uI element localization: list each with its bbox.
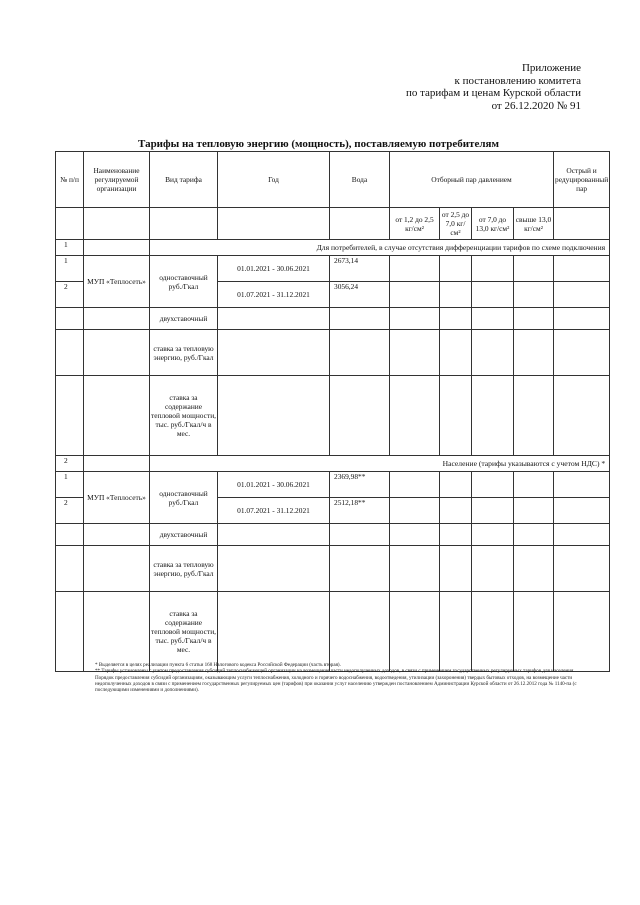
rate-capacity-label: ставка за содержание тепловой мощности, тыс. руб./Гкал/ч в мес.: [150, 376, 218, 456]
blank-cell: [84, 240, 150, 256]
header-kind: Вид тарифа: [150, 152, 218, 208]
section-title: Для потребителей, в случае отсутствия дифференциации тарифов по схеме подключения: [150, 240, 610, 256]
period: 01.07.2021 - 31.12.2021: [218, 282, 330, 308]
period: 01.01.2021 - 30.06.2021: [218, 472, 330, 498]
section-title: Население (тарифы указываются с учетом НДС) *: [150, 456, 610, 472]
water-value: 2369,98**: [330, 472, 390, 498]
blank-cell: [84, 456, 150, 472]
footnote-2: ** Тарифы установлены с учетом предоставления субсидий теплоснабжающей организации на возмещение части недополученных доходов, в связи с применением государственных регулируемых тарифов для населения.: [95, 668, 575, 675]
row-num: 2: [56, 282, 84, 308]
tariff-kind-double: двухставочный: [150, 524, 218, 546]
rate-energy-label: ставка за тепловую энергию, руб./Гкал: [150, 330, 218, 376]
water-value: 2673,14: [330, 256, 390, 282]
footnote-1: * Выделяется в целях реализации пункта 6 статьи 168 Налогового кодекса Российской Федерации (часть вторая).: [95, 662, 341, 668]
row-num: 1: [56, 472, 84, 498]
header-org: Наименование регулируемой организации: [84, 152, 150, 208]
appendix-line: Приложение: [521, 62, 581, 74]
appendix-line: от 26.12.2020 № 91: [491, 99, 581, 112]
footnotes: [95, 662, 595, 693]
blank-cell: [150, 208, 218, 240]
blank-cell: [84, 208, 150, 240]
header-pressure-2: от 2,5 до 7,0 кг/см²: [440, 208, 472, 240]
row-num: 2: [56, 498, 84, 524]
tariff-table: [55, 151, 610, 675]
tariff-kind-single: одноставочный руб./Гкал: [150, 256, 218, 308]
header-year: Год: [218, 152, 330, 208]
header-pressure-1: от 1,2 до 2,5 кг/см²: [390, 208, 440, 240]
blank-cell: [56, 208, 84, 240]
tariff-kind-double: двухставочный: [150, 308, 218, 330]
org-name: МУП «Теплосеть»: [84, 256, 150, 308]
period: 01.07.2021 - 31.12.2021: [218, 498, 330, 524]
appendix-line: по тарифам и ценам Курской области: [405, 87, 581, 99]
appendix-line: к постановлению комитета: [454, 74, 581, 87]
appendix-block: [406, 62, 581, 112]
org-name: МУП «Теплосеть»: [84, 472, 150, 524]
document-title: Тарифы на тепловую энергию (мощность), поставляемую потребителям: [138, 138, 499, 150]
tariff-kind-single: одноставочный руб./Гкал: [150, 472, 218, 524]
header-num: № п/п: [56, 152, 84, 208]
blank-cell: [554, 208, 610, 240]
rate-energy-label: ставка за тепловую энергию, руб./Гкал: [150, 546, 218, 592]
period: 01.01.2021 - 30.06.2021: [218, 256, 330, 282]
section-num: 1: [56, 240, 84, 256]
header-reduced-steam: Острый и редуцированный пар: [554, 152, 610, 208]
header-water: Вода: [330, 152, 390, 208]
header-pressure-4: свыше 13,0 кг/см²: [514, 208, 554, 240]
blank-cell: [218, 208, 330, 240]
blank-cell: [330, 208, 390, 240]
footnote-3: Порядок предоставления субсидий организациям, оказывающим услуги теплоснабжения, холодного и горячего водоснабжения, водоотведения, утилизации (захоронения) твердых бытовых отходов, на возмещение части недополученных доходов в связи с применением государственных регулируемых цен (тарифов) при оказании услуг населению утвержден постановлением Администрации Курской области от 26.12.2012 года № 1140-па (с последующими изменениями и дополнениями).: [95, 674, 577, 694]
header-steam: Отборный пар давлением: [390, 152, 554, 208]
water-value: 2512,18**: [330, 498, 390, 524]
rate-capacity-label: ставка за содержание тепловой мощности, тыс. руб./Гкал/ч в мес.: [150, 592, 218, 672]
row-num: 1: [56, 256, 84, 282]
section-num: 2: [56, 456, 84, 472]
water-value: 3056,24: [330, 282, 390, 308]
header-pressure-3: от 7,0 до 13,0 кг/см²: [472, 208, 514, 240]
